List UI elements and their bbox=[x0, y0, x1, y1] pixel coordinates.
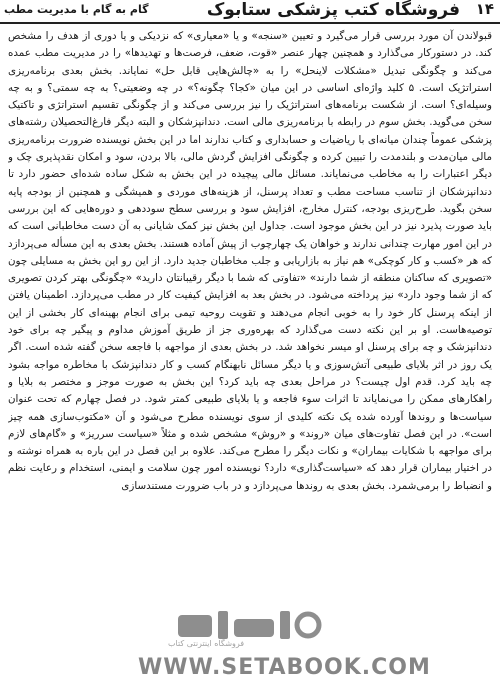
article-body bbox=[8, 28, 492, 650]
watermark-url: WWW.SETABOOK.COM bbox=[138, 655, 431, 680]
page-header bbox=[0, 0, 500, 24]
watermark-subtitle: فروشگاه اینترنتی کتاب bbox=[168, 639, 245, 648]
setabook-watermark bbox=[138, 605, 431, 695]
body-paragraph: قبولاندن آن مورد بررسی قرار می‌گیرد و تعیین «سنجه» و یا «معیاری» که نزدیکی و یا دوری از هدف را مشخص کند. در دستورکار می‌گذارد و همچنین چهار عنصر «قوت، ضعف، فرصت‌ها و تهدیدها» را در مدیریت مطب عمده می‌کند و چگونگی تبدیل «مشکلات لاینحل» را به «چالش‌هایی قابل حل» نمایاند. بخش بعدی برنامه‌ریزی استراتژیک است. ۵ کلید واژه‌ای اساسی در این میان «کجا؟ چگونه؟» در چه وضعیتی؟ به چه سمتی؟ و به چه وسیله‌ای؟ است. از شکست برنامه‌های استراتژیک را نیز بررسی می‌کند و از چگونگی تقسیم استراتژی و تاکتیک سخن می‌گوید. بخش سوم در رابطه با برنامه‌ریزی مالی است. دندانپزشکان و البته دیگر فارغ‌التحصیلان رشته‌های پزشکی عموماً چندان میانه‌ای با ریاضیات و حسابداری و کتاب ندارند اما در این بخش نویسنده ضرورت برنامه‌ریزی مالی میان‌مدت و بلندمدت را تبیین کرده و چگونگی افزایش گردش مالی، بالا بردن، سود و امکان نقدپذیری چک و دیگر اعتبارات را به مخاطب می‌نمایاند. مسائل مالی پیچیده در این بخش به شکل ساده شده‌ای حضور دارد تا دندانپزشکان از تناسب مساحت مطب و تعداد پرسنل، از هزینه‌های موردی و همیشگی و همچنین از بودجه پایه سخن بگوید. طرح‌ریزی بودجه، کنترل مخارج، افزایش سود و بررسی سطح سوددهی و دوره‌هایی که این بررسی باید صورت پذیرد نیز در این بخش موجود است. جداول این بخش نیز کمک شایانی به آن دست مخاطبانی است که در این امور مهارت چندانی ندارند و خواهان یک چهارچوب از پیش آماده هستند. بخش بعدی به این مسأله می‌پردازد که هر «کسب و کار کوچکی» هم نیاز به بازاریابی و جلب مخاطبان جدید دارد. از این رو این بخش به مسایلی چون «تصویری که ساکنان منطقه از شما دارند» «تفاوتی که شما با دیگر رقیبانتان دارید» «چگونگی بهتر کردن تصویری که از شما وجود دارد» نیز پرداخته می‌شود. در بخش بعد به افزایش کیفیت کار در مطب می‌پردازد. اطمینان یافتن از اینکه پرسنل کار خود را به خوبی انجام می‌دهند و تقویت روحیه تیمی برای انجام بهینه‌ای کار بخشی از این توصیه‌هاست. او بر این نکته دست می‌گذارد که بهره‌وری جز از طریق آموزش مداوم و پیگیر چه برای خود دندانپزشک و چه برای پرسنل او میسر نخواهد شد. در بخش بعدی از مواجهه با فاجعه سخن گفته شده است. اگر یک روز در اثر بلایای طبیعی آتش‌سوزی و یا دیگر مسائل نابهنگام کسب و کار دندانپزشک با مخاطره مواجه بشود چه باید کرد. قدم اول چیست؟ در مراحل بعدی چه باید کرد؟ این بخش به صورت موجز و مختصر به بلایا و راهکارهای ممکن را می‌نمایاند تا اثرات سوء فاجعه و یا بلایای طبیعی کمتر شود. در فصل چهارم که تحت عنوان سیاست‌ها و روندها آورده شده یک نکته کلیدی از سوی نویسنده مطرح می‌شود و آن «مکتوب‌سازی همه چیز است». در این فصل تفاوت‌های میان «روند» و «روش» مشخص شده و مثلاً «سیاست سرریز» و «گام‌های لازم برای مواجهه با شکایات بیماران» و نکات دیگر را مطرح می‌کند. علاوه بر این فصل در این باره به همراه نوشته و در اختیار بیماران قرار دهد که «سیاست‌گذاری» دارد؟ نویسنده امور چون سلامت و ایمنی، استخدام و رعایت نظم و انضباط را برمی‌شمرد. بخش بعدی به روندها می‌پردازد و در باب ضرورت مستندسازی bbox=[8, 30, 492, 492]
series-title: گام به گام با مدیریت مطب bbox=[4, 3, 149, 16]
book-title: فروشگاه کتب پزشکی ستابوک bbox=[206, 0, 460, 20]
page-number: ۱۴ bbox=[475, 0, 494, 18]
